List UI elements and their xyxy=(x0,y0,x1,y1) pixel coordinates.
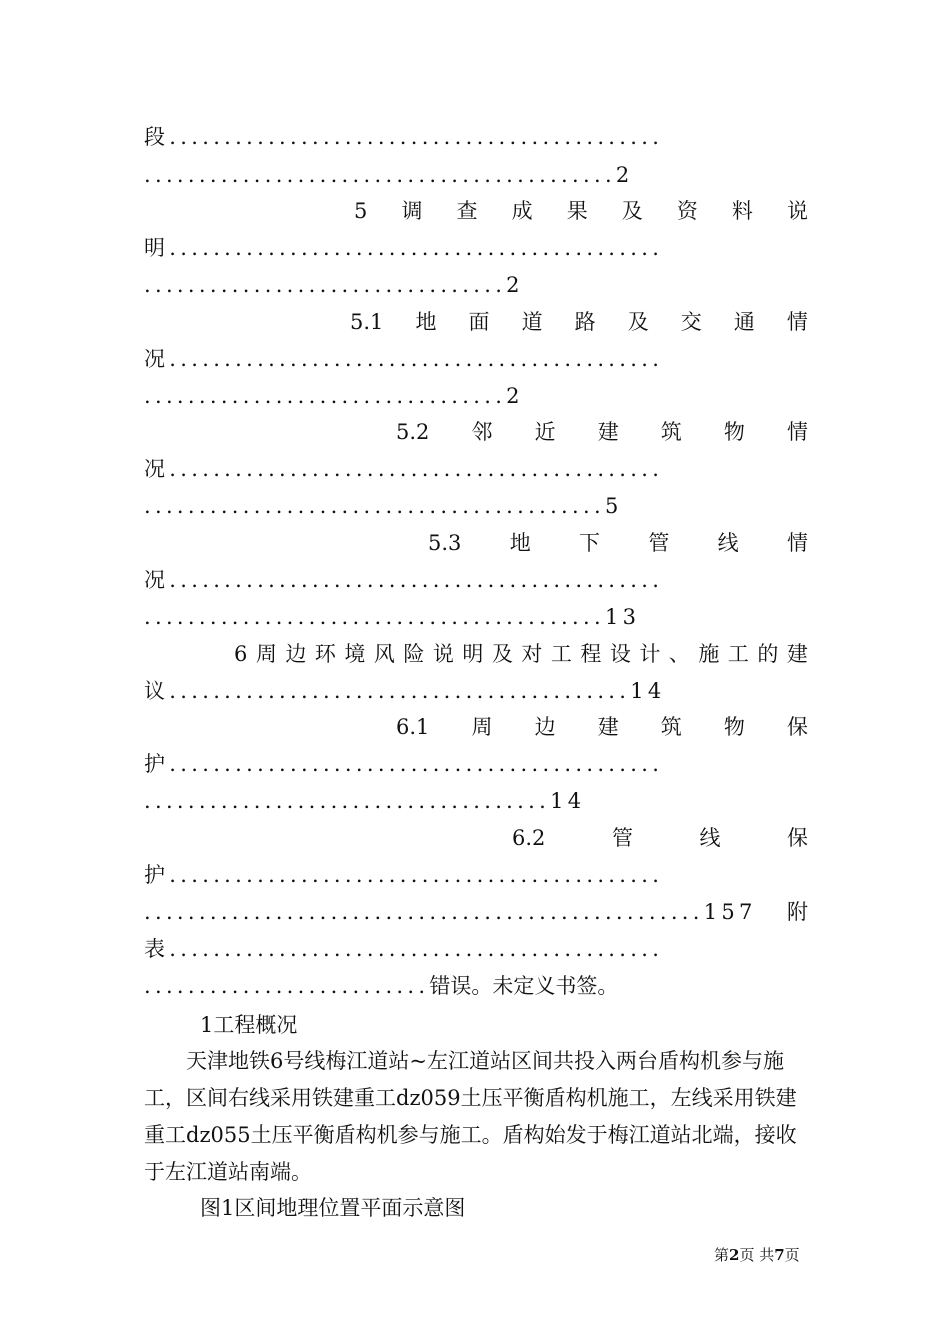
toc-dot-line: 况............................................. xyxy=(144,568,664,592)
section-heading: 1工程概况 xyxy=(200,1013,298,1037)
toc-dot-line: 况............................................. xyxy=(144,347,664,371)
toc-dot-line: ..........................................5 xyxy=(144,494,623,518)
toc-dot-line: .................................2 xyxy=(144,384,524,408)
page-footer: 第2页 共7页 xyxy=(714,1246,800,1264)
figure-caption: 图1区间地理位置平面示意图 xyxy=(200,1196,466,1220)
toc-dot-line: 况............................................. xyxy=(144,457,664,481)
toc-entry-6[interactable]: 6 周 边 环 境 风 险 说 明 及 对 工 程 设 计 、 施 工 的 建 xyxy=(234,642,808,666)
toc-entry-appendix[interactable]: ...................................................157 附 xyxy=(144,900,808,924)
toc-dot-line: 表............................................. xyxy=(144,937,664,961)
toc-dot-line: .................................2 xyxy=(144,273,524,297)
page-number: 2 xyxy=(729,1246,740,1264)
toc-error-line: ..........................错误。未定义书签。 xyxy=(144,974,619,998)
toc-dot-line: 议..........................................14 xyxy=(144,679,666,703)
toc-entry-5-3[interactable]: 5.3 地 下 管 线 情 xyxy=(428,531,808,555)
toc-entry-5-2[interactable]: 5.2 邻 近 建 筑 物 情 xyxy=(396,420,808,444)
toc-entry-5[interactable]: 5 调 查 成 果 及 资 料 说 xyxy=(354,199,808,223)
toc-dot-line: 护............................................. xyxy=(144,752,664,776)
toc-entry-6-1[interactable]: 6.1 周 边 建 筑 物 保 xyxy=(396,715,808,739)
toc-dot-line: 护............................................. xyxy=(144,863,664,887)
toc-dot-line: .....................................14 xyxy=(144,789,586,813)
body-paragraph: 天津地铁6号线梅江道站~左江道站区间共投入两台盾构机参与施工，区间右线采用铁建重工dz059土压平衡盾构机施工，左线采用铁建重工dz055土压平衡盾构机参与施工。盾构始发于梅江道站北端，接收于左江道站南端。 xyxy=(144,1049,797,1184)
toc-dot-line: 明............................................. xyxy=(144,236,664,260)
toc-entry-6-2[interactable]: 6.2 管 线 保 xyxy=(512,826,808,850)
page-total: 7 xyxy=(774,1246,785,1264)
toc-dot-line: ..........................................13 xyxy=(144,605,641,629)
toc-dot-line: ...........................................2 xyxy=(144,163,634,187)
toc-dot-line: 段............................................. xyxy=(144,125,664,149)
toc-entry-5-1[interactable]: 5.1 地 面 道 路 及 交 通 情 xyxy=(350,310,808,334)
